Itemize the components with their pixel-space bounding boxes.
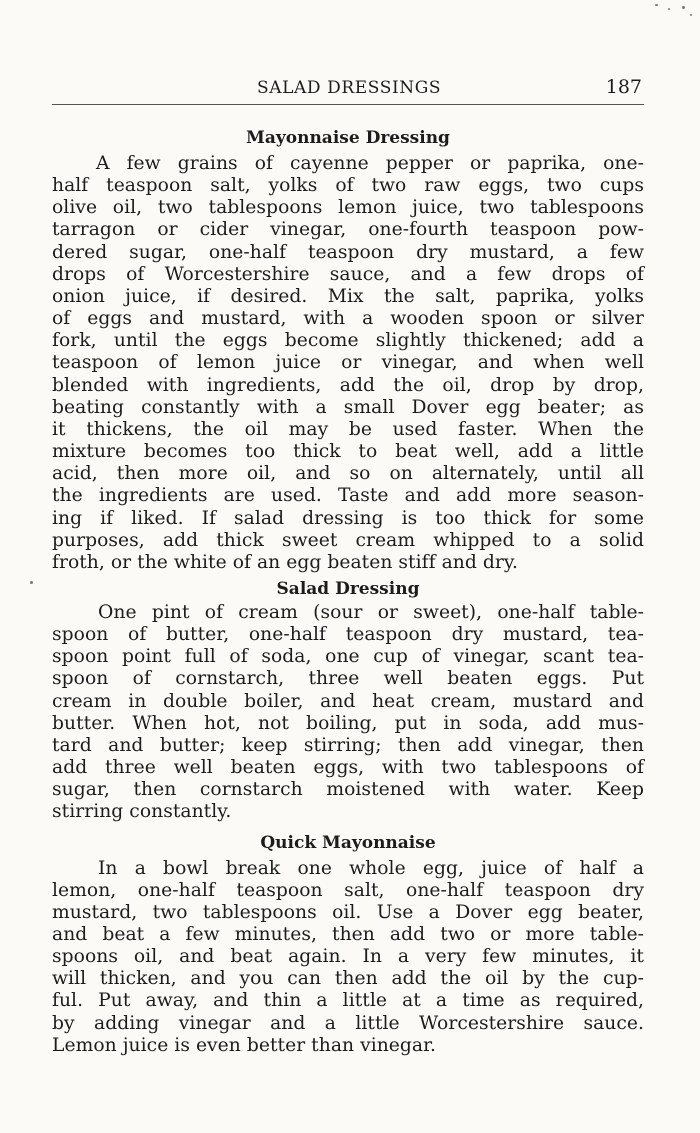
section-quick-mayonnaise — [52, 830, 644, 1057]
text-line: will thicken, and you can then add the oil by the cup- — [52, 968, 644, 990]
text-line: spoon of cornstarch, three well beaten eggs. Put — [52, 668, 644, 690]
text-line: butter. When hot, not boiling, put in soda, add mus- — [52, 712, 644, 734]
print-speck — [690, 14, 692, 16]
text-line: stirring constantly. — [52, 801, 232, 823]
text-line: A few grains of cayenne pepper or paprika, one- — [96, 153, 644, 174]
text-line: by adding vinegar and a little Worcestershire sauce. — [52, 1012, 644, 1034]
text-line: mixture becomes too thick to beat well, add a little — [52, 441, 644, 463]
text-line: froth, or the white of an egg beaten stiff and dry. — [52, 551, 518, 573]
text-line: tarragon or cider vinegar, one-fourth teaspoon pow- — [52, 219, 644, 241]
page-body — [52, 125, 644, 1057]
text-line: it thickens, the oil may be used faster. When the — [52, 418, 644, 440]
text-line: dered sugar, one-half teaspoon dry mustard, a few — [52, 241, 644, 263]
paragraph — [52, 858, 644, 1057]
running-title: SALAD DRESSINGS — [257, 78, 442, 98]
section-mayonnaise-dressing — [52, 125, 644, 574]
text-line: acid, then more oil, and so on alternately, until all — [52, 463, 644, 485]
text-line: cream in double boiler, and heat cream, mustard and — [52, 690, 644, 712]
text-line: Lemon juice is even better than vinegar. — [52, 1034, 437, 1056]
text-line: mustard, two tablespoons oil. Use a Dover egg beater, — [52, 901, 644, 923]
text-line: onion juice, if desired. Mix the salt, paprika, yolks — [52, 285, 644, 307]
section-title: Mayonnaise Dressing — [246, 128, 450, 148]
text-line: In a bowl break one whole egg, juice of half a — [98, 857, 644, 879]
text-line: lemon, one-half teaspoon salt, one-half teaspoon dry — [52, 879, 644, 901]
text-line: teaspoon of lemon juice or vinegar, and when well — [52, 352, 644, 374]
text-line: sugar, then cornstarch moistened with water. Keep — [52, 779, 644, 801]
text-line: drops of Worcestershire sauce, and a few drops of — [52, 263, 644, 285]
text-line: spoon of butter, one-half teaspoon dry mustard, tea- — [52, 624, 644, 646]
section-title: Salad Dressing — [276, 578, 420, 599]
section-salad-dressing — [52, 576, 644, 824]
text-line: half teaspoon salt, yolks of two raw eggs, two cups — [52, 175, 644, 197]
text-line: add three well beaten eggs, with two tablespoons of — [52, 757, 644, 779]
text-line: tard and butter; keep stirring; then add vinegar, then — [52, 734, 644, 756]
paragraph — [52, 153, 644, 574]
text-line: ful. Put away, and thin a little at a time as required, — [52, 990, 644, 1012]
text-line: purposes, add thick sweet cream whipped to a solid — [52, 529, 644, 551]
print-speck — [30, 581, 33, 584]
text-line: ing if liked. If salad dressing is too thick for some — [52, 507, 644, 529]
text-line: blended with ingredients, add the oil, drop by drop, — [52, 374, 644, 396]
text-line: spoon point full of soda, one cup of vinegar, scant tea- — [52, 646, 644, 668]
print-speck — [655, 4, 658, 6]
section-title: Quick Mayonnaise — [260, 832, 436, 853]
print-speck — [682, 6, 685, 9]
text-line: beating constantly with a small Dover egg beater; as — [52, 396, 644, 418]
page-header — [52, 78, 642, 104]
text-line: of eggs and mustard, with a wooden spoon or silver — [52, 308, 644, 330]
text-line: spoons oil, and beat again. In a very few minutes, it — [52, 946, 644, 968]
print-speck — [668, 8, 670, 10]
paragraph — [52, 602, 644, 824]
page-number: 187 — [605, 76, 642, 98]
text-line: olive oil, two tablespoons lemon juice, two tablespoons — [52, 197, 644, 219]
text-line: and beat a few minutes, then add two or more table- — [52, 924, 644, 945]
header-rule — [52, 104, 644, 105]
text-line: One pint of cream (sour or sweet), one-half table- — [98, 601, 644, 623]
text-line: the ingredients are used. Taste and add more season- — [52, 485, 644, 507]
text-line: fork, until the eggs become slightly thickened; add a — [52, 330, 644, 352]
